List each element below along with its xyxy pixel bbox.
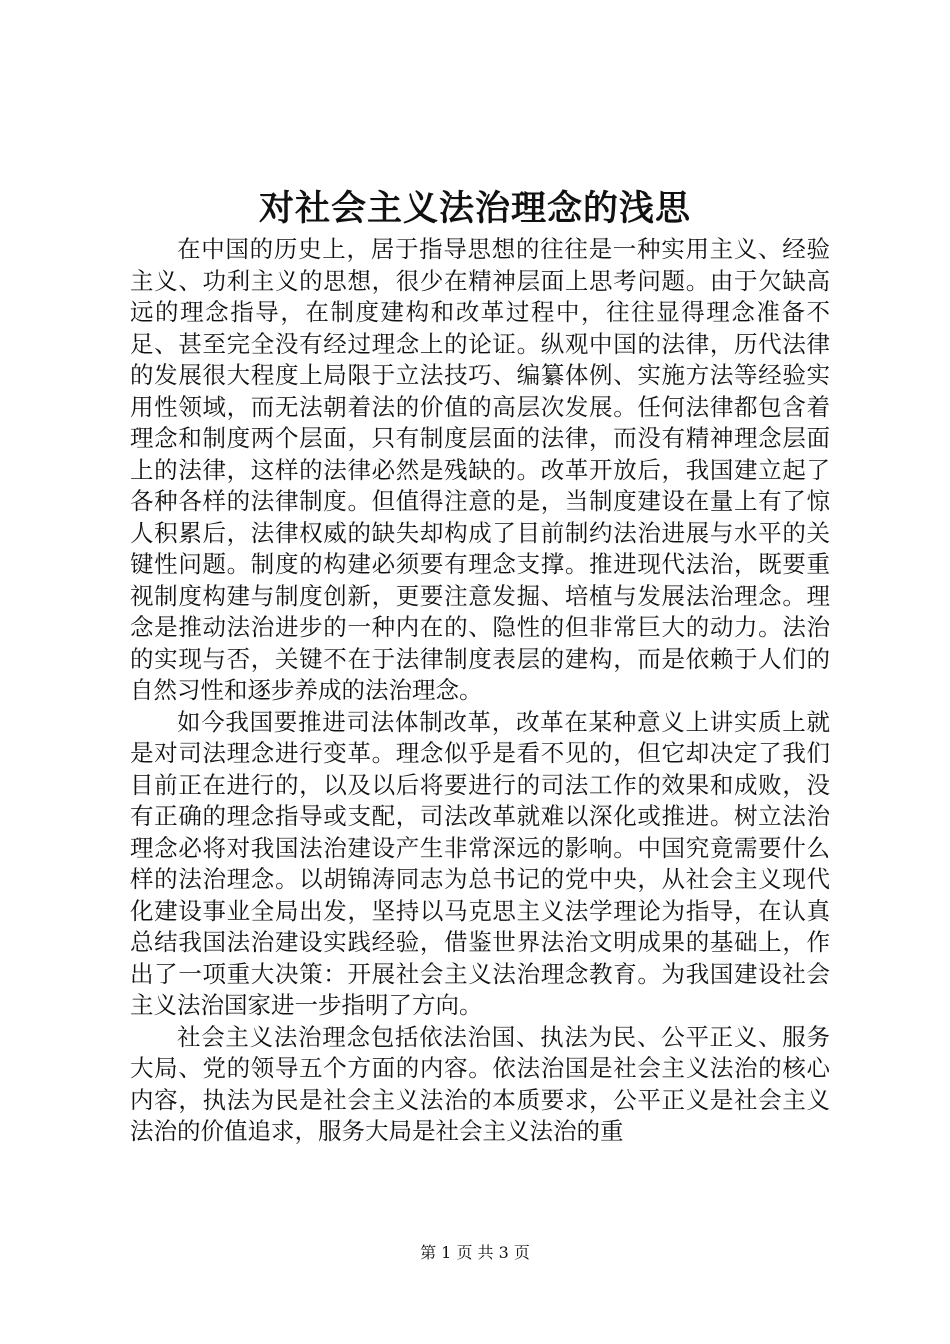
paragraph: 社会主义法治理念包括依法治国、执法为民、公平正义、服务大局、党的领导五个方面的内容。依法治国是社会主义法治的核心内容，执法为民是社会主义法治的本质要求，公平正义是社会主义法治的价值追求，服务大局是社会主义法治的重 <box>130 1022 830 1145</box>
paragraph: 在中国的历史上，居于指导思想的往往是一种实用主义、经验主义、功利主义的思想，很少在精神层面上思考问题。由于欠缺高远的理念指导，在制度建构和改革过程中，往往显得理念准备不足、甚至完全没有经过理念上的论证。纵观中国的法律，历代法律的发展很大程度上局限于立法技巧、编纂体例、实施方法等经验实用性领域，而无法朝着法的价值的高层次发展。任何法律都包含着理念和制度两个层面，只有制度层面的法律，而没有精神理念层面上的法律，这样的法律必然是残缺的。改革开放后，我国建立起了各种各样的法律制度。但值得注意的是，当制度建设在量上有了惊人积累后，法律权威的缺失却构成了目前制约法治进展与水平的关键性问题。制度的构建必须要有理念支撑。推进现代法治，既要重视制度构建与制度创新，更要注意发掘、培植与发展法治理念。理念是推动法治进步的一种内在的、隐性的但非常巨大的动力。法治的实现与否，关键不在于法律制度表层的建构，而是依赖于人们的自然习性和逐步养成的法治理念。 <box>130 235 830 704</box>
document-body <box>130 234 830 1148</box>
paragraph: 如今我国要推进司法体制改革，改革在某种意义上讲实质上就是对司法理念进行变革。理念似乎是看不见的，但它却决定了我们目前正在进行的，以及以后将要进行的司法工作的效果和成败，没有正确的理念指导或支配，司法改革就难以深化或推进。树立法治理念必将对我国法治建设产生非常深远的影响。中国究竟需要什么样的法治理念。以胡锦涛同志为总书记的党中央，从社会主义现代化建设事业全局出发，坚持以马克思主义法学理论为指导，在认真总结我国法治建设实践经验，借鉴世界法治文明成果的基础上，作出了一项重大决策：开展社会主义法治理念教育。为我国建设社会主义法治国家进一步指明了方向。 <box>130 707 830 1019</box>
document-title: 对社会主义法治理念的浅思 <box>258 188 691 229</box>
page-number-footer: 第 1 页 共 3 页 <box>420 1243 530 1262</box>
